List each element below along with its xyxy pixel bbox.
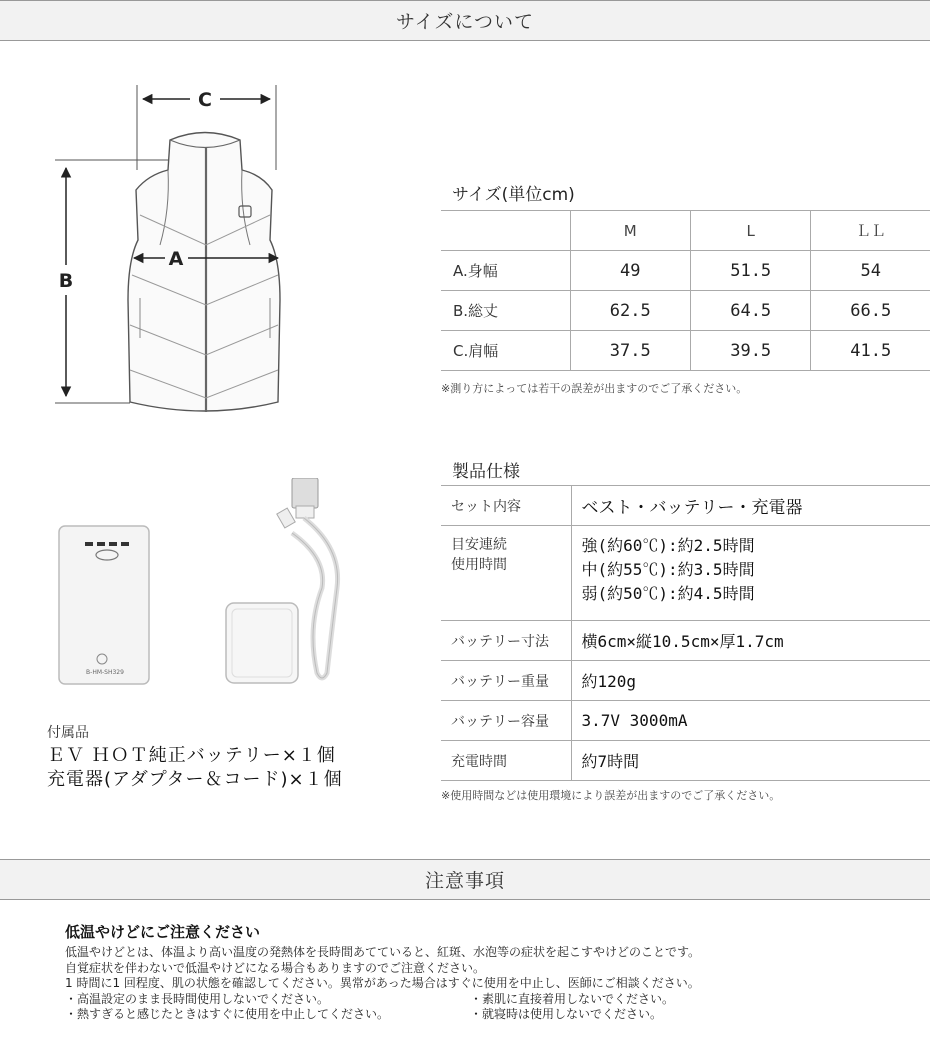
table-cell: 39.5 — [690, 331, 810, 371]
table-header-empty — [441, 211, 570, 251]
accessory-item: ＥＶ ＨＯＴ純正バッテリー×１個 — [47, 745, 336, 766]
accessories-block — [47, 722, 343, 792]
battery-image — [55, 522, 155, 687]
table-cell: 37.5 — [570, 331, 690, 371]
spec-label: バッテリー寸法 — [441, 621, 571, 661]
table-row — [441, 251, 930, 291]
label-b: B — [58, 270, 74, 292]
spec-value: 横6cm×縦10.5cm×厚1.7cm — [571, 621, 930, 661]
table-row — [441, 621, 930, 661]
accessory-item: 充電器(アダプター＆コード)×１個 — [47, 769, 343, 790]
caution-block — [65, 921, 885, 1023]
spec-table — [441, 485, 930, 781]
size-table-title: サイズ(単位cm) — [452, 185, 575, 205]
spec-value: 約120g — [571, 661, 930, 701]
spec-label: バッテリー重量 — [441, 661, 571, 701]
section-title-size: サイズについて — [395, 11, 535, 33]
section-header-size — [0, 0, 930, 41]
spec-label — [441, 526, 571, 621]
spec-value: 3.7V 3000mA — [571, 701, 930, 741]
caution-bullets-row — [65, 992, 885, 1008]
spec-value — [571, 526, 930, 621]
caution-bullets-row — [65, 1007, 885, 1023]
table-row — [441, 486, 930, 526]
spec-label-line: 使用時間 — [451, 557, 507, 573]
caution-line: 1 時間に1 回程度、肌の状態を確認してください。異常があった場合はすぐに使用を中止し、医師にご相談ください。 — [65, 976, 700, 990]
table-row — [441, 661, 930, 701]
table-row — [441, 741, 930, 781]
caution-bullet: ・高温設定のまま長時間使用しないでください。 — [65, 991, 330, 1006]
column-header-m: M — [570, 211, 690, 251]
caution-heading: 低温やけどにご注意ください — [65, 923, 261, 941]
table-row — [441, 331, 930, 371]
table-cell: 62.5 — [570, 291, 690, 331]
table-row — [441, 701, 930, 741]
spec-note: ※使用時間などは使用環境により誤差が出ますのでご了承ください。 — [441, 789, 781, 802]
caution-bullet: ・就寝時は使用しないでください。 — [470, 1007, 663, 1021]
vest-diagram — [40, 80, 300, 420]
table-row — [441, 211, 930, 251]
spec-value-line: 強(約60℃):約2.5時間 — [581, 536, 755, 555]
row-label: B.総丈 — [441, 291, 570, 331]
row-label: C.肩幅 — [441, 331, 570, 371]
table-cell: 49 — [570, 251, 690, 291]
caution-line: 自覚症状を伴わないで低温やけどになる場合もありますのでご注意ください。 — [65, 960, 486, 975]
size-note: ※測り方によっては若干の誤差が出ますのでご了承ください。 — [441, 382, 748, 395]
charger-image — [222, 478, 362, 690]
caution-line: 低温やけどとは、体温より高い温度の発熱体を長時間あてていると、紅斑、水泡等の症状を起こすやけどのことです。 — [65, 945, 701, 959]
section-header-caution — [0, 859, 930, 900]
row-label: A.身幅 — [441, 251, 570, 291]
section-title-caution: 注意事項 — [424, 870, 505, 892]
table-cell: 51.5 — [690, 251, 810, 291]
accessories-label: 付属品 — [47, 725, 89, 741]
column-header-l: L — [690, 211, 810, 251]
spec-label: セット内容 — [441, 486, 571, 526]
table-cell: 66.5 — [811, 291, 930, 331]
spec-value: ベスト・バッテリー・充電器 — [571, 486, 930, 526]
column-header-ll: ＬＬ — [811, 211, 930, 251]
spec-table-title: 製品仕様 — [452, 462, 520, 482]
table-cell: 41.5 — [811, 331, 930, 371]
label-c: C — [198, 89, 212, 111]
table-row — [441, 526, 930, 621]
size-table — [441, 210, 930, 371]
spec-label: 充電時間 — [441, 741, 571, 781]
table-cell: 54 — [811, 251, 930, 291]
spec-label: バッテリー容量 — [441, 701, 571, 741]
spec-label-line: 目安連続 — [451, 537, 507, 553]
table-row — [441, 291, 930, 331]
table-cell: 64.5 — [690, 291, 810, 331]
caution-bullet: ・熱すぎると感じたときはすぐに使用を中止してください。 — [65, 1007, 390, 1021]
battery-model-text: B-HM-SH329 — [86, 669, 124, 676]
caution-bullet: ・素肌に直接着用しないでください。 — [470, 991, 675, 1006]
spec-value-line: 弱(約50℃):約4.5時間 — [581, 584, 755, 603]
spec-value: 約7時間 — [571, 741, 930, 781]
spec-value-line: 中(約55℃):約3.5時間 — [581, 560, 755, 579]
label-a: A — [168, 248, 184, 270]
